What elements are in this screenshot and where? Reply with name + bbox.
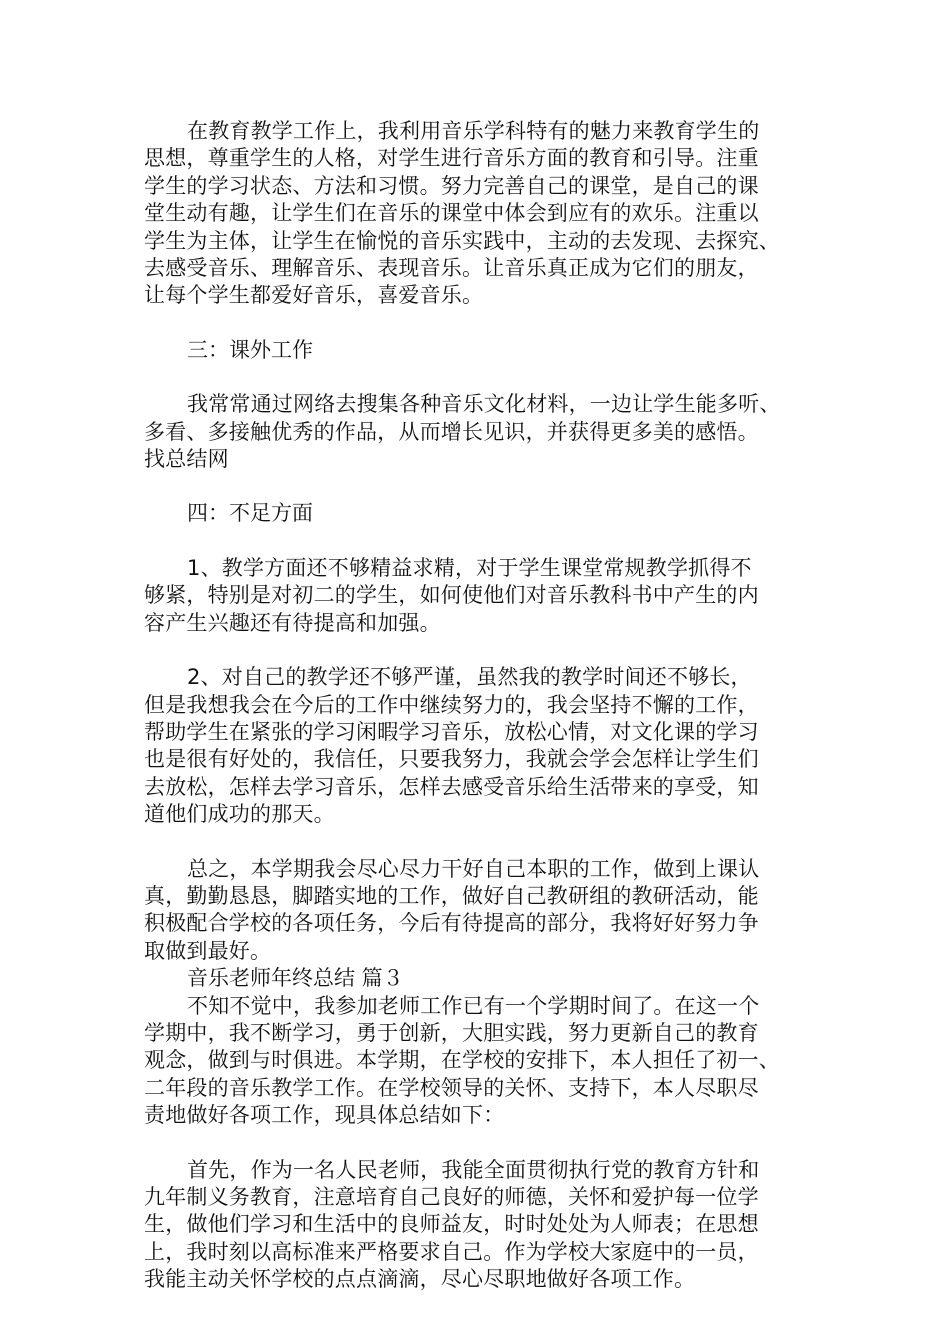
paragraph-teaching-work: 在教育教学工作上，我利用音乐学科特有的魅力来教育学生的 思想，尊重学生的人格，对学生进行音乐方面的教育和引导。注重 学生的学习状态、方法和习惯。努力完善自己的课堂，是自己的课 堂生动有趣，让学生们在音乐的课堂中体会到应有的欢乐。注重以 学生为主体，让学生在愉悦的音乐实践中，主动的去发现、去探究、 去感受音乐、理解音乐、表现音乐。让音乐真正成为它们的朋友， 让每个学生都爱好音乐，喜爱音乐。	[144, 119, 780, 308]
paragraph-first-point: 首先，作为一名人民老师，我能全面贯彻执行党的教育方针和 九年制义务教育，注意培育自己良好的师德，关怀和爱护每一位学 生，做他们学习和生活中的良师益友，时时处处为人师表；在思想 上，我时刻以高标准来严格要求自己。作为学校大家庭中的一员， 我能主动关怀学校的点点滴滴，尽心尽职地做好各项工作。	[144, 1157, 760, 1292]
section-heading-shortcomings: 四：不足方面	[187, 501, 313, 526]
paragraph-gap	[144, 364, 809, 391]
paragraph-shortcoming-2: 2、对自己的教学还不够严谨，虽然我的教学时间还不够长， 但是我想我会在今后的工作中继续努力的，我会坚持不懈的工作， 帮助学生在紧张的学习闲暇学习音乐，放松心情，对文化课的学习 也是很有好处的，我信任，只要我努力，我就会学会怎样让学生们 去放松，怎样去学习音乐，怎样去感受音乐给生活带来的享受，知 道他们成功的那天。	[144, 665, 759, 827]
paragraph-gap	[144, 528, 809, 555]
section-heading-extracurricular: 三：课外工作	[187, 337, 313, 362]
article-title-part-3: 音乐老师年终总结 篇３	[187, 966, 404, 991]
paragraph-gap	[144, 1130, 809, 1157]
paragraph-shortcoming-1: 1、教学方面还不够精益求精，对于学生课堂常规教学抓得不 够紧，特别是对初二的学生，如何使他们对音乐教科书中产生的内 容产生兴趣还有待提高和加强。	[144, 555, 759, 635]
paragraph-gap	[144, 473, 809, 500]
paragraph-gap	[144, 310, 809, 337]
document-page	[144, 118, 809, 1294]
paragraph-summary: 总之，本学期我会尽心尽力干好自己本职的工作，做到上课认 真，勤勤恳恳，脚踏实地的工作，做好自己教研组的教研活动，能 积极配合学校的各项任务，今后有待提高的部分，我将好好努力争 取做到最好。	[144, 856, 760, 963]
paragraph-extracurricular: 我常常通过网络去搜集各种音乐文化材料，一边让学生能多听、 多看、多接触优秀的作品，从而增长见识，并获得更多美的感悟。 找总结网	[144, 392, 781, 472]
paragraph-intro-part-3: 不知不觉中，我参加老师工作已有一个学期时间了。在这一个 学期中，我不断学习，勇于创新，大胆实践，努力更新自己的教育 观念，做到与时俱进。本学期，在学校的安排下，本人担任了初一、 二年段的音乐教学工作。在学校领导的关怀、支持下，本人尽职尽 责地做好各项工作，现具体总结如下：	[144, 993, 780, 1128]
paragraph-gap	[144, 637, 809, 664]
paragraph-gap	[144, 829, 809, 856]
